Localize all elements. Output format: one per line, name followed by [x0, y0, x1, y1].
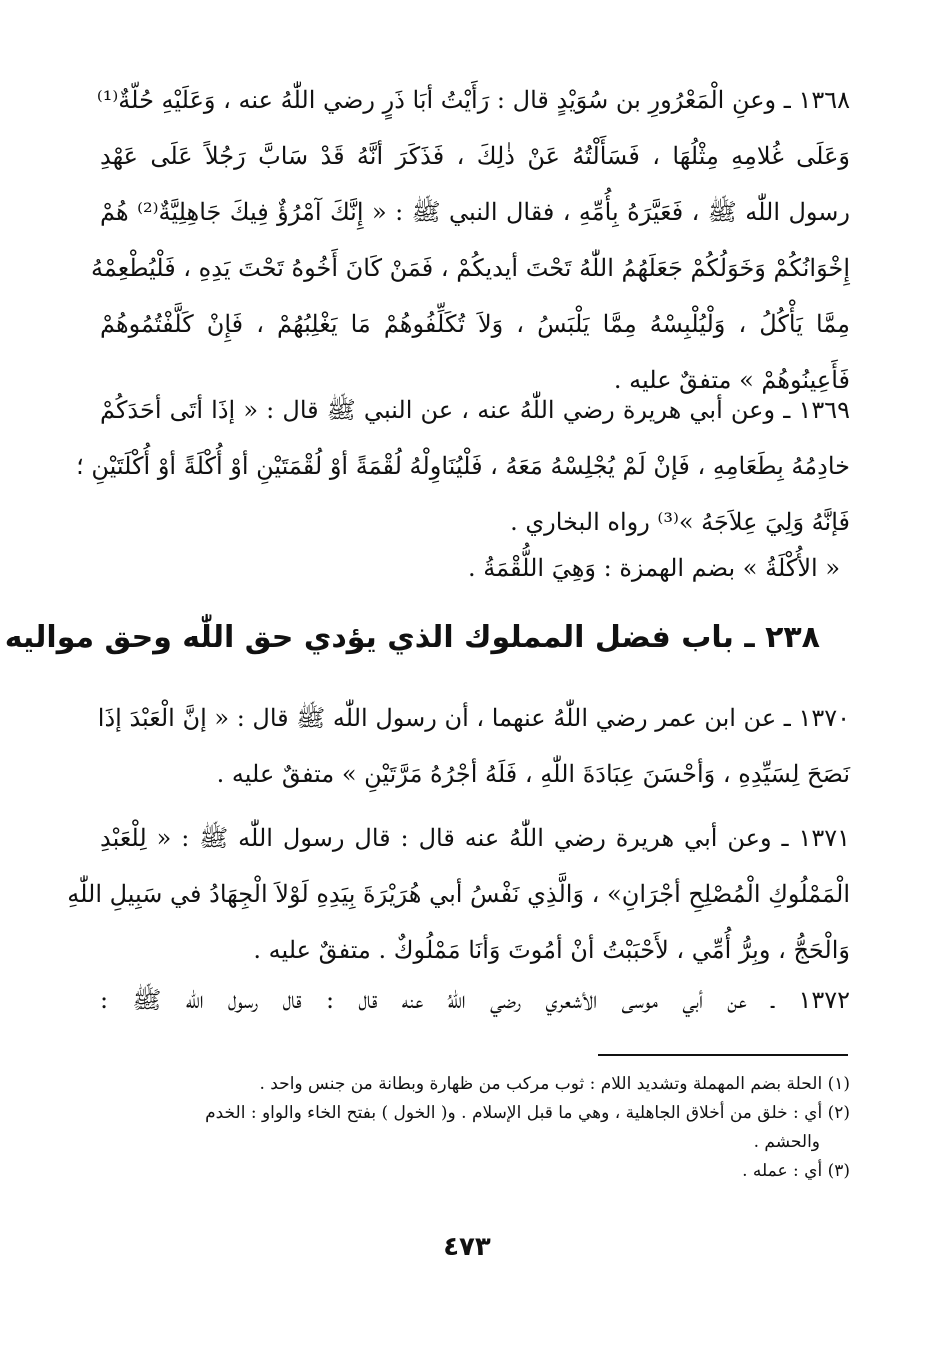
text-line: إِخْوَانُكُمْ وَخَوَلُكُمْ جَعَلَهُمُ اللّٰهُ تَحْتَ أيديكُمْ ، فَمَنْ كَانَ أَخُوهُ تَحْتَ يَدِهِ ، فَلْيُطْعِمْهُ	[91, 254, 850, 282]
page-number: ٤٧٣	[443, 1232, 491, 1262]
text-line: « الأُكْلَةُ » بضم الهمزة : وَهِيَ اللُّقْمَةُ .	[468, 554, 840, 582]
footnote-2: (٢) أي : خلق من أخلاق الجاهلية ، وهي ما قبل الإسلام . و( الخول ) بفتح الخاء والواو : الخدم	[205, 1103, 850, 1123]
chapter-heading: ٢٣٨ ـ باب فضل المملوك الذي يؤدي حق اللّٰه وحق مواليه	[4, 620, 820, 655]
hadith-1372	[100, 972, 850, 1028]
footnote-2-continued: والحشم .	[753, 1132, 820, 1152]
text-line: ١٣٧٠ ـ عن ابن عمر رضي اللّٰهُ عنهما ، أن رسول اللّٰه ﷺ قال : « إنَّ الْعَبْدَ إذَا	[97, 704, 850, 732]
text-line: وَعَلَى غُلامِهِ مِثْلُهَا ، فَسَأَلْتُهُ عَنْ ذٰلِكَ ، فَذَكَرَ أنَّهُ قَدْ سَابَّ رَجُلاً عَلَى عَهْدِ	[100, 142, 850, 170]
footnote-3: (٣) أي : عمله .	[742, 1161, 850, 1181]
text-line: ١٣٧١ ـ وعن أبي هريرة رضي اللّٰهُ عنه قال : قال رسول اللّٰه ﷺ : « لِلْعَبْدِ	[100, 824, 850, 852]
hadith-1371	[67, 810, 850, 978]
footnote-1: (١) الحلة بضم المهملة وتشديد اللام : ثوب مركب من ظهارة وبطانة من جنس واحد .	[259, 1074, 850, 1094]
text-line: ١٣٧٢ ـ عن أبي موسى الأشعري رضي اللّٰهُ عنه قال : قال رسول اللّٰه ﷺ :	[100, 986, 850, 1014]
text-line: وَالْحَجُّ ، وبِرُّ أُمِّي ، لأَحْبَبْتُ أنْ أمُوتَ وَأنَا مَمْلُوكٌ . متفقٌ عليه .	[253, 936, 850, 964]
text-line: فَإنَّهُ وَلِيَ عِلاَجَهُ »⁽³⁾ رواه البخاري .	[510, 508, 850, 536]
hadith-1368	[91, 72, 850, 408]
hadith-1369	[76, 382, 850, 550]
text-line: الْمَمْلُوكِ الْمُصْلِحِ أجْرَانِ» ، وَالَّذِي نَفْسُ أبي هُرَيْرَةَ بِيَدِهِ لَوْلاَ الْجِهَادُ في سَبِيلِ اللّٰهِ	[67, 880, 850, 908]
text-line: مِمَّا يَأْكُلُ ، وَلْيُلْبِسْهُ مِمَّا يَلْبَسُ ، وَلاَ تُكَلِّفُوهُمْ مَا يَغْلِبُهُمْ ، فَإِنْ كَلَّفْتُمُوهُمْ	[100, 310, 850, 338]
text-line: نَصَحَ لِسَيِّدِهِ ، وَأحْسَنَ عِبَادَةَ اللّٰهِ ، فَلَهُ أجْرُهُ مَرَّتَيْنِ » متفقٌ عليه .	[216, 760, 850, 788]
footnotes	[100, 1070, 850, 1186]
text-line: ١٣٦٨ ـ وعنِ الْمَعْرُورِ بن سُوَيْدٍ قال : رَأَيْتُ أبَا ذَرٍ رضي اللّٰهُ عنه ، وَعَلَيْهِ حُلّةٌ⁽¹⁾	[96, 86, 850, 114]
footnote-divider	[598, 1054, 848, 1056]
hadith-1369-note	[100, 540, 850, 596]
hadith-1370	[97, 690, 850, 802]
text-line: فَأَعِينُوهُمْ » متفقٌ عليه .	[613, 366, 850, 394]
text-line: ١٣٦٩ ـ وعن أبي هريرة رضي اللّٰهُ عنه ، عن النبي ﷺ قال : « إذَا أتَى أحَدَكُمْ	[100, 396, 850, 424]
text-line: خادِمُهُ بِطَعَامِهِ ، فَإنْ لَمْ يُجْلِسْهُ مَعَهُ ، فَلْيُنَاوِلْهُ لُقْمَةً أوْ لُقْمَتَيْنِ أوْ أُكْلَةً أوْ أُكْلَتَيْنِ ؛	[76, 452, 850, 480]
text-line: رسول اللّٰه ﷺ ، فَعَيَّرَهُ بِأُمِّهِ ، فقال النبي ﷺ : « إِنَّكَ آمْرُؤٌ فِيكَ جَاهِلِيَّةٌ⁽²⁾ هُمْ	[100, 198, 850, 226]
